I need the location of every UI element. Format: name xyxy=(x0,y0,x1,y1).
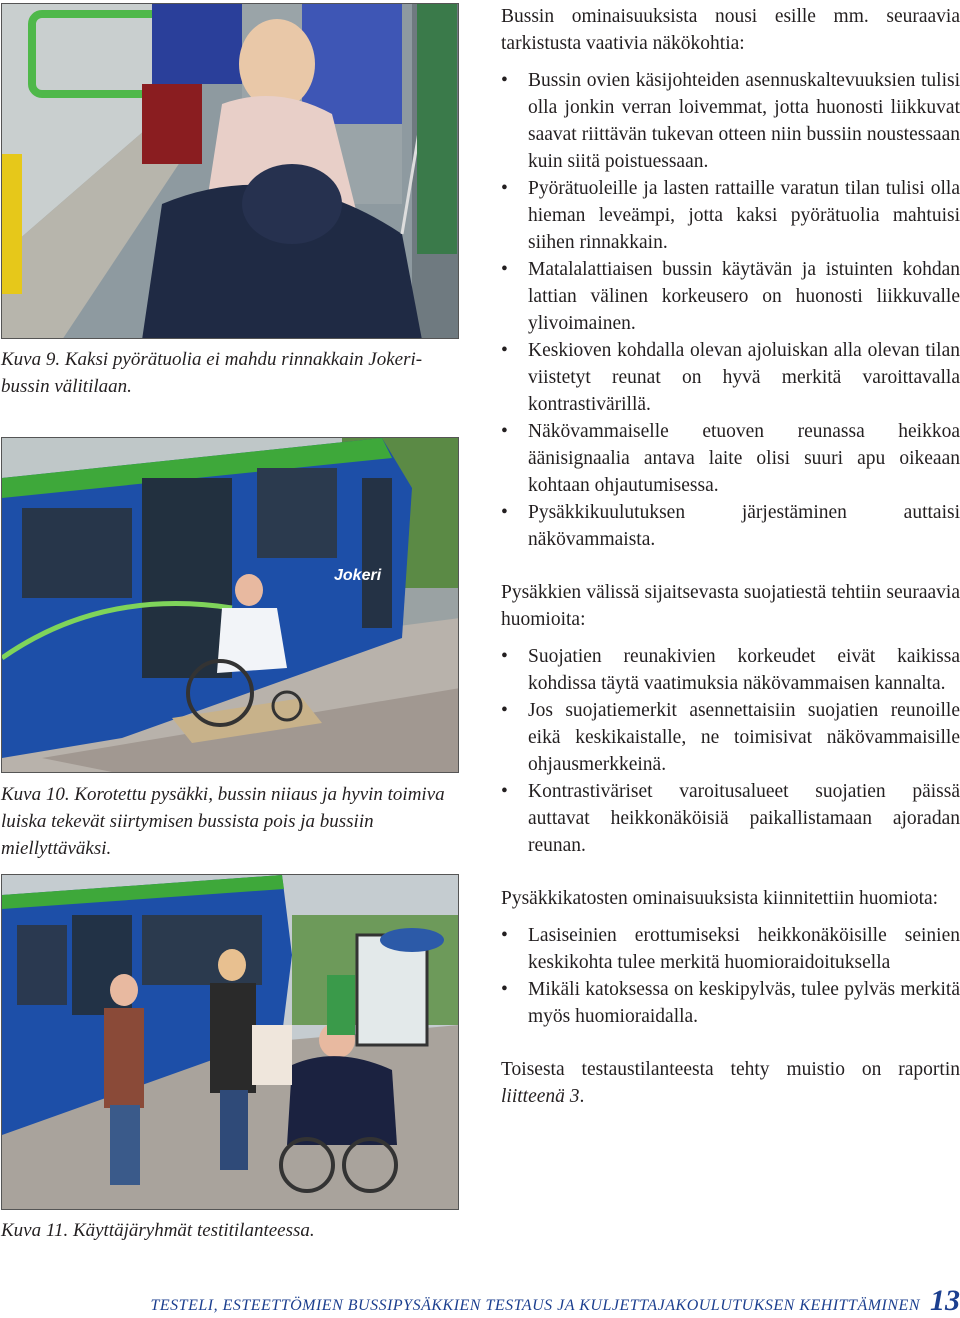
intro-shelter: Pysäkkikatosten ominaisuuksista kiinnitettiin huomiota: xyxy=(501,888,939,909)
figure-11-caption: Kuva 11. Käyttäjäryhmät testitilanteessa. xyxy=(1,1220,315,1241)
bullet-list-vehicle xyxy=(501,67,960,553)
figure-10-photo xyxy=(1,437,459,773)
bus-jokeri-label: Jokeri xyxy=(334,567,382,584)
appendix-reference[interactable]: liitteenä 3 xyxy=(501,1086,580,1107)
page-number: 13 xyxy=(930,1284,960,1317)
intro-crossing: Pysäkkien välissä sijaitsevasta suojatiestä tehtiin seuraavia huomioita: xyxy=(501,582,960,630)
figure-10-caption: Kuva 10. Korotettu pysäkki, bussin niiaus ja hyvin toimiva luiska tekevät siirtymisen bussista pois ja bussiin miellyttäväksi. xyxy=(1,784,445,859)
list-item: • Näkövammaiselle etuoven reunassa heikkoa äänisignaalia antava laite olisi suuri apu oikeaan kohtaan ohjautumisessa. xyxy=(501,421,960,496)
page-footer xyxy=(145,1284,960,1317)
footer-title: TESTELI, ESTEETTÖMIEN BUSSIPYSÄKKIEN TESTAUS JA KULJETTAJAKOULUTUKSEN KEHITTÄMINEN xyxy=(150,1297,920,1314)
list-item: • Pysäkkikuulutuksen järjestäminen auttaisi näkövammaista. xyxy=(501,502,960,550)
list-item: • Bussin ovien käsijohteiden asennuskaltevuuksien tulisi olla jonkin verran loivemmat, jotta huonosti liikkuvat saavat riittävän tukevan otteen niin bussiin noustessaan kuin siitä poistuessaan. xyxy=(501,70,960,172)
bullet-list-shelter xyxy=(501,922,960,1030)
list-item: • Kontrastiväriset varoitusalueet suojatien päissä auttavat heikkonäköisiä paikallistamaan ajoradan reunan. xyxy=(501,781,960,856)
figure-11-photo xyxy=(1,874,459,1210)
closing-paragraph: Toisesta testaustilanteesta tehty muistio on raportin liitteenä 3. xyxy=(501,1059,960,1107)
bus-ramp-illustration xyxy=(2,438,459,773)
text-column xyxy=(501,3,960,1110)
list-item: • Keskioven kohdalla olevan ajoluiskan alla olevan tilan viistetyt reunat on hyvä merkitä varoittavalla kontrastivärillä. xyxy=(501,340,960,415)
figure-9-caption: Kuva 9. Kaksi pyörätuolia ei mahdu rinnakkain Jokeri-bussin välitilaan. xyxy=(1,349,423,397)
bus-interior-illustration xyxy=(2,4,459,339)
list-item: • Lasiseinien erottumiseksi heikkonäköisille seinien keskikohta tulee merkitä huomioraidoituksella xyxy=(501,925,960,973)
list-item: • Matalalattiaisen bussin käytävän ja istuinten kohdan lattian välinen korkeusero on huonosti liikkuvalle ylivoimainen. xyxy=(501,259,960,334)
list-item: • Pyörätuoleille ja lasten rattaille varatun tilan tulisi olla hieman leveämpi, jotta kaksi pyörätuolia mahtuisi siihen rinnakkain. xyxy=(501,178,960,253)
bullet-list-crossing xyxy=(501,643,960,859)
list-item: • Suojatien reunakivien korkeudet eivät kaikissa kohdissa täytä vaatimuksia näkövammaisen kannalta. xyxy=(501,646,960,694)
list-item: • Jos suojatiemerkit asennettaisiin suojatien reunoille eikä keskikaistalle, ne toimisivat näkövammaisille ohjausmerkkeinä. xyxy=(501,700,960,775)
list-item: • Mikäli katoksessa on keskipylväs, tulee pylväs merkitä myös huomioraidalla. xyxy=(501,979,960,1027)
test-situation-illustration xyxy=(2,875,459,1210)
figure-9-photo xyxy=(1,3,459,339)
intro-vehicle: Bussin ominaisuuksista nousi esille mm. seuraavia tarkistusta vaativia näkökohtia: xyxy=(501,6,960,54)
